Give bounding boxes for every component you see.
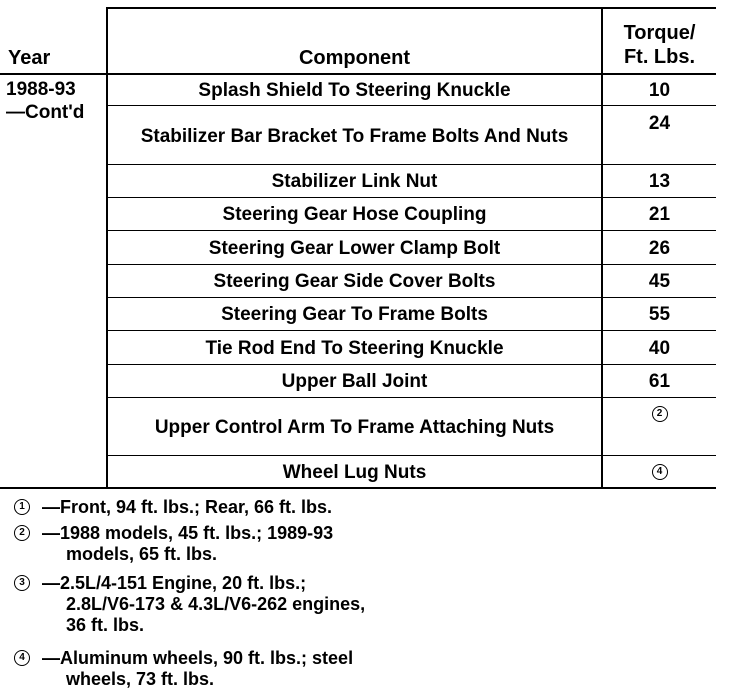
component-cell: Steering Gear Hose Coupling: [222, 204, 487, 225]
row-divider: [106, 330, 716, 331]
torque-cell: 45: [648, 271, 671, 292]
component-cell: Steering Gear Lower Clamp Bolt: [208, 237, 501, 259]
footnote-text: 2.8L/V6-173 & 4.3L/V6-262 engines,: [66, 594, 366, 614]
component-cell: Splash Shield To Steering Knuckle: [198, 80, 511, 101]
year-cell: [6, 78, 84, 124]
circled-number-icon: 2: [14, 525, 30, 541]
footnote: [14, 648, 353, 690]
footnote: [14, 523, 333, 565]
component-cell: Wheel Lug Nuts: [282, 461, 427, 483]
circled-number-icon: 2: [652, 406, 668, 422]
component-cell: Upper Control Arm To Frame Attaching Nuts: [154, 417, 555, 438]
torque-footnote-ref: [603, 457, 716, 487]
component-cell: Stabilizer Link Nut: [271, 171, 438, 192]
component-cell: Stabilizer Bar Bracket To Frame Bolts And Nuts: [140, 125, 569, 147]
component-cell: Upper Ball Joint: [281, 371, 428, 392]
table-top-border: [106, 7, 716, 9]
torque-cell: 10: [648, 80, 671, 101]
torque-cell: 61: [648, 371, 671, 392]
component-cell: Tie Rod End To Steering Knuckle: [205, 337, 504, 359]
year-cell-line1: 1988-93: [6, 79, 76, 100]
row-divider: [106, 230, 716, 231]
circled-number-icon: 4: [652, 464, 668, 480]
row-divider: [106, 164, 716, 165]
footnote: [14, 573, 365, 636]
row-divider: [106, 105, 716, 106]
table-bottom-border: [0, 487, 716, 489]
torque-cell: 40: [648, 337, 671, 359]
row-divider: [106, 297, 716, 298]
footnote-text: —1988 models, 45 ft. lbs.; 1989-93: [42, 523, 334, 543]
footnote-text: models, 65 ft. lbs.: [66, 544, 218, 564]
circled-number-icon: 3: [14, 575, 30, 591]
year-cell-line2: —Cont'd: [6, 102, 85, 123]
header-torque-line1: Torque/: [623, 22, 696, 44]
torque-cell: 55: [648, 304, 671, 325]
row-divider: [106, 397, 716, 398]
torque-footnote-ref: [603, 400, 716, 428]
header-component: Component: [298, 47, 411, 69]
component-cell: Steering Gear To Frame Bolts: [221, 304, 488, 325]
footnote-text: —2.5L/4-151 Engine, 20 ft. lbs.;: [42, 573, 307, 593]
footnote-text: —Aluminum wheels, 90 ft. lbs.; steel: [42, 648, 354, 668]
circled-number-icon: 4: [14, 650, 30, 666]
row-divider: [106, 364, 716, 365]
footnote-text: —Front, 94 ft. lbs.; Rear, 66 ft. lbs.: [42, 497, 333, 517]
header-torque: [603, 21, 716, 69]
row-divider: [106, 455, 716, 456]
header-torque-line2: Ft. Lbs.: [623, 46, 696, 68]
row-divider: [106, 264, 716, 265]
torque-cell: 21: [648, 204, 671, 225]
torque-cell: 13: [648, 171, 671, 192]
header-year: Year: [8, 47, 51, 69]
footnote-text: 36 ft. lbs.: [66, 615, 145, 635]
torque-cell: 24: [648, 112, 671, 134]
circled-number-icon: 1: [14, 499, 30, 515]
footnote: [14, 497, 332, 518]
footnote-text: wheels, 73 ft. lbs.: [66, 669, 215, 689]
row-divider: [106, 197, 716, 198]
torque-cell: 26: [648, 237, 671, 259]
component-cell: Steering Gear Side Cover Bolts: [213, 271, 496, 292]
